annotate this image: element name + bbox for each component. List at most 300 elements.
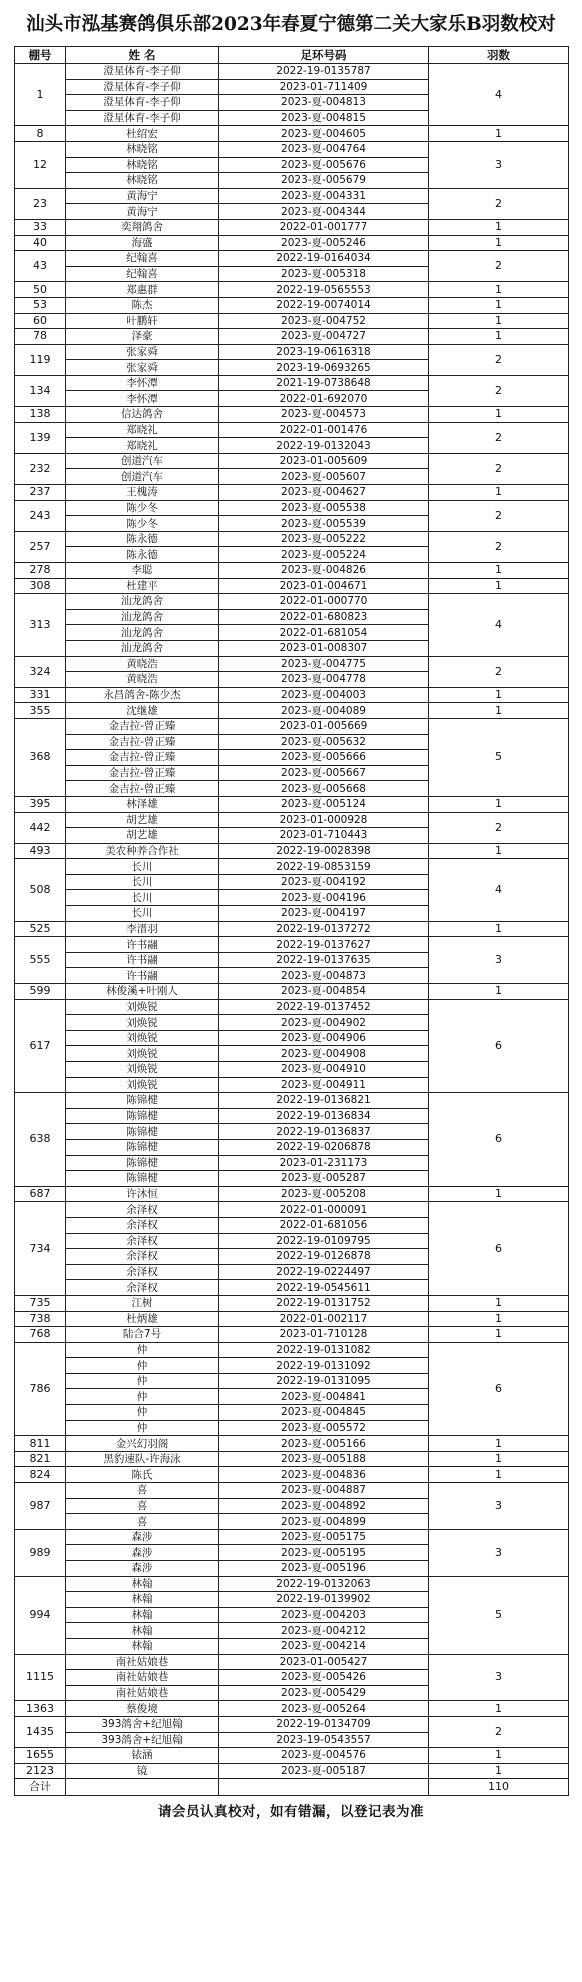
ring-number: 2022-19-0028398 bbox=[219, 843, 429, 859]
shed-number: 508 bbox=[15, 859, 66, 921]
bird-count: 1 bbox=[429, 1748, 569, 1764]
member-name: 喜 bbox=[66, 1498, 219, 1514]
ring-number: 2023-夏-005264 bbox=[219, 1701, 429, 1717]
shed-number: 23 bbox=[15, 188, 66, 219]
member-name: 张家舜 bbox=[66, 360, 219, 376]
ring-number: 2023-夏-005195 bbox=[219, 1545, 429, 1561]
table-row bbox=[15, 563, 569, 579]
bird-count: 1 bbox=[429, 984, 569, 1000]
table-body bbox=[15, 64, 569, 1779]
member-name: 森涉 bbox=[66, 1529, 219, 1545]
table-row bbox=[15, 999, 569, 1015]
bird-count: 1 bbox=[429, 1467, 569, 1483]
member-name: 泽豪 bbox=[66, 329, 219, 345]
shed-number: 525 bbox=[15, 921, 66, 937]
bird-count: 1 bbox=[429, 282, 569, 298]
member-name: 喜 bbox=[66, 1514, 219, 1530]
ring-number: 2022-19-0131752 bbox=[219, 1295, 429, 1311]
ring-number: 2023-夏-005175 bbox=[219, 1529, 429, 1545]
member-name: 信达鸽舍 bbox=[66, 407, 219, 423]
ring-number: 2023-夏-005188 bbox=[219, 1451, 429, 1467]
bird-count: 1 bbox=[429, 329, 569, 345]
member-name: 沈继雄 bbox=[66, 703, 219, 719]
member-name: 仲 bbox=[66, 1373, 219, 1389]
header-shed: 棚号 bbox=[15, 47, 66, 64]
table-row bbox=[15, 235, 569, 251]
member-name: 刘焕锐 bbox=[66, 1062, 219, 1078]
ring-number: 2023-夏-005426 bbox=[219, 1670, 429, 1686]
member-name: 仲 bbox=[66, 1389, 219, 1405]
bird-count: 2 bbox=[429, 251, 569, 282]
member-name: 喜 bbox=[66, 1483, 219, 1499]
results-table bbox=[14, 46, 569, 1796]
shed-number: 735 bbox=[15, 1295, 66, 1311]
table-row bbox=[15, 407, 569, 423]
ring-number: 2022-19-0131082 bbox=[219, 1342, 429, 1358]
table-row bbox=[15, 453, 569, 469]
bird-count: 4 bbox=[429, 594, 569, 656]
member-name: 余泽权 bbox=[66, 1249, 219, 1265]
member-name: 金吉拉-曾正臻 bbox=[66, 765, 219, 781]
member-name: 黑豹速队-许海泳 bbox=[66, 1451, 219, 1467]
bird-count: 2 bbox=[429, 1716, 569, 1747]
table-header-row bbox=[15, 47, 569, 64]
shed-number: 1 bbox=[15, 64, 66, 126]
bird-count: 1 bbox=[429, 313, 569, 329]
shed-number: 1115 bbox=[15, 1654, 66, 1701]
bird-count: 1 bbox=[429, 1451, 569, 1467]
ring-number: 2023-夏-005572 bbox=[219, 1420, 429, 1436]
member-name: 郑惠群 bbox=[66, 282, 219, 298]
shed-number: 50 bbox=[15, 282, 66, 298]
ring-number: 2023-夏-004826 bbox=[219, 563, 429, 579]
shed-number: 994 bbox=[15, 1576, 66, 1654]
ring-number: 2022-19-0132043 bbox=[219, 438, 429, 454]
member-name: 刘焕锐 bbox=[66, 1015, 219, 1031]
shed-number: 8 bbox=[15, 126, 66, 142]
bird-count: 1 bbox=[429, 407, 569, 423]
ring-number: 2022-19-0136834 bbox=[219, 1108, 429, 1124]
member-name: 黄海宁 bbox=[66, 188, 219, 204]
member-name: 澄星体育-李子仰 bbox=[66, 110, 219, 126]
member-name: 郑晓礼 bbox=[66, 438, 219, 454]
member-name: 森涉 bbox=[66, 1561, 219, 1577]
member-name: 海盛 bbox=[66, 235, 219, 251]
ring-number: 2023-夏-004887 bbox=[219, 1483, 429, 1499]
ring-number: 2022-19-0137627 bbox=[219, 937, 429, 953]
ring-number: 2023-夏-004813 bbox=[219, 95, 429, 111]
bird-count: 1 bbox=[429, 219, 569, 235]
header-ring: 足环号码 bbox=[219, 47, 429, 64]
table-row bbox=[15, 718, 569, 734]
ring-number: 2023-夏-005187 bbox=[219, 1763, 429, 1779]
ring-number: 2022-01-692070 bbox=[219, 391, 429, 407]
member-name: 纪翰喜 bbox=[66, 251, 219, 267]
ring-number: 2023-夏-005676 bbox=[219, 157, 429, 173]
table-row bbox=[15, 1467, 569, 1483]
bird-count: 3 bbox=[429, 1483, 569, 1530]
member-name: 仲 bbox=[66, 1358, 219, 1374]
ring-number: 2022-19-0545611 bbox=[219, 1280, 429, 1296]
table-row bbox=[15, 1451, 569, 1467]
bird-count: 1 bbox=[429, 843, 569, 859]
ring-number: 2023-01-008307 bbox=[219, 640, 429, 656]
member-name: 长川 bbox=[66, 906, 219, 922]
shed-number: 687 bbox=[15, 1186, 66, 1202]
table-row bbox=[15, 219, 569, 235]
bird-count: 2 bbox=[429, 500, 569, 531]
table-row bbox=[15, 1701, 569, 1717]
member-name: 长川 bbox=[66, 859, 219, 875]
ring-number: 2023-夏-004331 bbox=[219, 188, 429, 204]
ring-number: 2022-19-0131092 bbox=[219, 1358, 429, 1374]
shed-number: 617 bbox=[15, 999, 66, 1093]
shed-number: 78 bbox=[15, 329, 66, 345]
shed-number: 638 bbox=[15, 1093, 66, 1187]
shed-number: 278 bbox=[15, 563, 66, 579]
member-name: 仲 bbox=[66, 1420, 219, 1436]
ring-number: 2023-夏-004899 bbox=[219, 1514, 429, 1530]
member-name: 余泽权 bbox=[66, 1202, 219, 1218]
ring-number: 2023-夏-005124 bbox=[219, 796, 429, 812]
ring-number: 2023-夏-004212 bbox=[219, 1623, 429, 1639]
member-name: 创道汽车 bbox=[66, 469, 219, 485]
ring-number: 2023-夏-005287 bbox=[219, 1171, 429, 1187]
shed-number: 1363 bbox=[15, 1701, 66, 1717]
ring-number: 2023-夏-004214 bbox=[219, 1638, 429, 1654]
member-name: 陈锦楗 bbox=[66, 1139, 219, 1155]
total-empty-name bbox=[66, 1779, 219, 1796]
shed-number: 43 bbox=[15, 251, 66, 282]
table-row bbox=[15, 1436, 569, 1452]
ring-number: 2022-19-0224497 bbox=[219, 1264, 429, 1280]
shed-number: 442 bbox=[15, 812, 66, 843]
table-row bbox=[15, 921, 569, 937]
shed-number: 308 bbox=[15, 578, 66, 594]
bird-count: 3 bbox=[429, 1529, 569, 1576]
ring-number: 2022-01-681054 bbox=[219, 625, 429, 641]
member-name: 汕龙鸽舍 bbox=[66, 609, 219, 625]
table-row bbox=[15, 578, 569, 594]
bird-count: 3 bbox=[429, 141, 569, 188]
bird-count: 6 bbox=[429, 1202, 569, 1296]
table-row bbox=[15, 1186, 569, 1202]
ring-number: 2023-01-005669 bbox=[219, 718, 429, 734]
shed-number: 811 bbox=[15, 1436, 66, 1452]
member-name: 创道汽车 bbox=[66, 453, 219, 469]
member-name: 林晓铭 bbox=[66, 173, 219, 189]
ring-number: 2022-19-0135787 bbox=[219, 64, 429, 80]
bird-count: 2 bbox=[429, 812, 569, 843]
shed-number: 768 bbox=[15, 1327, 66, 1343]
table-row bbox=[15, 1093, 569, 1109]
ring-number: 2023-夏-004752 bbox=[219, 313, 429, 329]
ring-number: 2022-19-0131095 bbox=[219, 1373, 429, 1389]
table-row bbox=[15, 282, 569, 298]
member-name: 纪翰喜 bbox=[66, 266, 219, 282]
ring-number: 2022-19-0137452 bbox=[219, 999, 429, 1015]
ring-number: 2023-夏-004003 bbox=[219, 687, 429, 703]
ring-number: 2023-夏-005539 bbox=[219, 516, 429, 532]
ring-number: 2023-夏-005538 bbox=[219, 500, 429, 516]
shed-number: 555 bbox=[15, 937, 66, 984]
ring-number: 2022-01-000770 bbox=[219, 594, 429, 610]
shed-number: 734 bbox=[15, 1202, 66, 1296]
table-row bbox=[15, 375, 569, 391]
table-row bbox=[15, 251, 569, 267]
bird-count: 5 bbox=[429, 718, 569, 796]
shed-number: 824 bbox=[15, 1467, 66, 1483]
header-name: 姓 名 bbox=[66, 47, 219, 64]
shed-number: 355 bbox=[15, 703, 66, 719]
member-name: 刘焕锐 bbox=[66, 999, 219, 1015]
shed-number: 2123 bbox=[15, 1763, 66, 1779]
ring-number: 2023-01-711409 bbox=[219, 79, 429, 95]
ring-number: 2023-夏-004576 bbox=[219, 1748, 429, 1764]
bird-count: 2 bbox=[429, 344, 569, 375]
bird-count: 2 bbox=[429, 656, 569, 687]
member-name: 林泽雄 bbox=[66, 796, 219, 812]
member-name: 杜建平 bbox=[66, 578, 219, 594]
ring-number: 2022-01-002117 bbox=[219, 1311, 429, 1327]
member-name: 汕龙鸽舍 bbox=[66, 625, 219, 641]
ring-number: 2023-夏-004873 bbox=[219, 968, 429, 984]
bird-count: 2 bbox=[429, 422, 569, 453]
member-name: 陈永德 bbox=[66, 547, 219, 563]
member-name: 澄星体育-李子仰 bbox=[66, 79, 219, 95]
shed-number: 33 bbox=[15, 219, 66, 235]
member-name: 江树 bbox=[66, 1295, 219, 1311]
ring-number: 2022-01-001777 bbox=[219, 219, 429, 235]
ring-number: 2023-01-710443 bbox=[219, 828, 429, 844]
shed-number: 119 bbox=[15, 344, 66, 375]
ring-number: 2023-夏-004854 bbox=[219, 984, 429, 1000]
bird-count: 6 bbox=[429, 1093, 569, 1187]
shed-number: 493 bbox=[15, 843, 66, 859]
page-title: 汕头市泓基赛鸽俱乐部2023年春夏宁德第二关大家乐B羽数校对 bbox=[26, 14, 556, 35]
table-row bbox=[15, 1654, 569, 1670]
member-name: 汕龙鸽舍 bbox=[66, 640, 219, 656]
ring-number: 2023-夏-004573 bbox=[219, 407, 429, 423]
bird-count: 6 bbox=[429, 1342, 569, 1436]
table-row bbox=[15, 1202, 569, 1218]
ring-number: 2023-夏-005632 bbox=[219, 734, 429, 750]
table-row bbox=[15, 126, 569, 142]
ring-number: 2023-01-005427 bbox=[219, 1654, 429, 1670]
member-name: 余泽权 bbox=[66, 1217, 219, 1233]
member-name: 陈锦楗 bbox=[66, 1108, 219, 1124]
member-name: 余泽权 bbox=[66, 1233, 219, 1249]
shed-number: 989 bbox=[15, 1529, 66, 1576]
total-label: 合计 bbox=[15, 1779, 66, 1796]
ring-number: 2023-夏-004192 bbox=[219, 874, 429, 890]
member-name: 胡艺雄 bbox=[66, 812, 219, 828]
bird-count: 2 bbox=[429, 375, 569, 406]
table-row bbox=[15, 141, 569, 157]
member-name: 汕龙鸽舍 bbox=[66, 594, 219, 610]
member-name: 林晓铭 bbox=[66, 157, 219, 173]
shed-number: 243 bbox=[15, 500, 66, 531]
table-row bbox=[15, 703, 569, 719]
ring-number: 2023-夏-005429 bbox=[219, 1685, 429, 1701]
bird-count: 3 bbox=[429, 937, 569, 984]
shed-number: 1655 bbox=[15, 1748, 66, 1764]
total-value: 110 bbox=[429, 1779, 569, 1796]
table-row bbox=[15, 297, 569, 313]
member-name: 仲 bbox=[66, 1405, 219, 1421]
ring-number: 2023-夏-005318 bbox=[219, 266, 429, 282]
ring-number: 2022-19-0136837 bbox=[219, 1124, 429, 1140]
member-name: 南社姑娘巷 bbox=[66, 1685, 219, 1701]
ring-number: 2023-夏-005246 bbox=[219, 235, 429, 251]
bird-count: 1 bbox=[429, 703, 569, 719]
total-empty-ring bbox=[219, 1779, 429, 1796]
bird-count: 1 bbox=[429, 921, 569, 937]
ring-number: 2022-19-0565553 bbox=[219, 282, 429, 298]
member-name: 张家舜 bbox=[66, 344, 219, 360]
ring-number: 2023-夏-004196 bbox=[219, 890, 429, 906]
bird-count: 1 bbox=[429, 126, 569, 142]
member-name: 森涉 bbox=[66, 1545, 219, 1561]
table-row bbox=[15, 687, 569, 703]
bird-count: 1 bbox=[429, 1327, 569, 1343]
shed-number: 134 bbox=[15, 375, 66, 406]
ring-number: 2023-夏-004605 bbox=[219, 126, 429, 142]
member-name: 陈永德 bbox=[66, 531, 219, 547]
bird-count: 6 bbox=[429, 999, 569, 1093]
member-name: 余泽权 bbox=[66, 1280, 219, 1296]
bird-count: 1 bbox=[429, 1295, 569, 1311]
ring-number: 2023-夏-004203 bbox=[219, 1607, 429, 1623]
member-name: 393鸽舍+纪旭翰 bbox=[66, 1732, 219, 1748]
ring-number: 2023-夏-004727 bbox=[219, 329, 429, 345]
ring-number: 2023-夏-004778 bbox=[219, 672, 429, 688]
table-row bbox=[15, 422, 569, 438]
shed-number: 313 bbox=[15, 594, 66, 656]
member-name: 李聪 bbox=[66, 563, 219, 579]
member-name: 王槐涛 bbox=[66, 485, 219, 501]
member-name: 镜 bbox=[66, 1763, 219, 1779]
shed-number: 138 bbox=[15, 407, 66, 423]
table-row bbox=[15, 1295, 569, 1311]
shed-number: 987 bbox=[15, 1483, 66, 1530]
table-row bbox=[15, 984, 569, 1000]
bird-count: 4 bbox=[429, 859, 569, 921]
member-name: 陈锦楗 bbox=[66, 1124, 219, 1140]
bird-count: 1 bbox=[429, 796, 569, 812]
member-name: 澄星体育-李子仰 bbox=[66, 64, 219, 80]
ring-number: 2023-夏-004344 bbox=[219, 204, 429, 220]
shed-number: 786 bbox=[15, 1342, 66, 1436]
member-name: 许书翮 bbox=[66, 952, 219, 968]
ring-number: 2023-夏-005196 bbox=[219, 1561, 429, 1577]
ring-number: 2023-夏-005222 bbox=[219, 531, 429, 547]
ring-number: 2022-19-0206878 bbox=[219, 1139, 429, 1155]
shed-number: 331 bbox=[15, 687, 66, 703]
table-row bbox=[15, 843, 569, 859]
bird-count: 1 bbox=[429, 1186, 569, 1202]
table-row bbox=[15, 1311, 569, 1327]
ring-number: 2022-19-0164034 bbox=[219, 251, 429, 267]
ring-number: 2022-19-0853159 bbox=[219, 859, 429, 875]
member-name: 金兴幻羽阁 bbox=[66, 1436, 219, 1452]
table-row bbox=[15, 1748, 569, 1764]
table-row bbox=[15, 1342, 569, 1358]
member-name: 叶鹏轩 bbox=[66, 313, 219, 329]
member-name: 胡艺雄 bbox=[66, 828, 219, 844]
member-name: 陆合7号 bbox=[66, 1327, 219, 1343]
shed-number: 821 bbox=[15, 1451, 66, 1467]
member-name: 杜绍宏 bbox=[66, 126, 219, 142]
shed-number: 257 bbox=[15, 531, 66, 562]
bird-count: 4 bbox=[429, 64, 569, 126]
ring-number: 2023-夏-005668 bbox=[219, 781, 429, 797]
member-name: 杜炳雄 bbox=[66, 1311, 219, 1327]
table-row bbox=[15, 1576, 569, 1592]
bird-count: 1 bbox=[429, 297, 569, 313]
table-row bbox=[15, 937, 569, 953]
member-name: 金吉拉-曾正臻 bbox=[66, 750, 219, 766]
ring-number: 2023-夏-004815 bbox=[219, 110, 429, 126]
bird-count: 1 bbox=[429, 1311, 569, 1327]
shed-number: 1435 bbox=[15, 1716, 66, 1747]
table-row bbox=[15, 313, 569, 329]
bird-count: 1 bbox=[429, 235, 569, 251]
member-name: 林翰 bbox=[66, 1638, 219, 1654]
table-row bbox=[15, 796, 569, 812]
shed-number: 237 bbox=[15, 485, 66, 501]
member-name: 仲 bbox=[66, 1342, 219, 1358]
ring-number: 2023-夏-004627 bbox=[219, 485, 429, 501]
shed-number: 40 bbox=[15, 235, 66, 251]
member-name: 许书翮 bbox=[66, 937, 219, 953]
ring-number: 2022-19-0132063 bbox=[219, 1576, 429, 1592]
ring-number: 2022-19-0134709 bbox=[219, 1716, 429, 1732]
ring-number: 2023-夏-004775 bbox=[219, 656, 429, 672]
member-name: 林翰 bbox=[66, 1592, 219, 1608]
ring-number: 2023-夏-004764 bbox=[219, 141, 429, 157]
ring-number: 2023-01-231173 bbox=[219, 1155, 429, 1171]
ring-number: 2022-01-681056 bbox=[219, 1217, 429, 1233]
member-name: 刘焕锐 bbox=[66, 1077, 219, 1093]
table-row bbox=[15, 500, 569, 516]
ring-number: 2023-01-000928 bbox=[219, 812, 429, 828]
ring-number: 2021-19-0738648 bbox=[219, 375, 429, 391]
header-count: 羽数 bbox=[429, 47, 569, 64]
ring-number: 2023-夏-005666 bbox=[219, 750, 429, 766]
ring-number: 2023-01-004671 bbox=[219, 578, 429, 594]
ring-number: 2022-19-0126878 bbox=[219, 1249, 429, 1265]
ring-number: 2023-01-005609 bbox=[219, 453, 429, 469]
member-name: 南社姑娘巷 bbox=[66, 1654, 219, 1670]
ring-number: 2022-01-680823 bbox=[219, 609, 429, 625]
ring-number: 2023-夏-004902 bbox=[219, 1015, 429, 1031]
ring-number: 2023-夏-005166 bbox=[219, 1436, 429, 1452]
ring-number: 2023-夏-004089 bbox=[219, 703, 429, 719]
ring-number: 2023-夏-005679 bbox=[219, 173, 429, 189]
ring-number: 2023-夏-004197 bbox=[219, 906, 429, 922]
shed-number: 60 bbox=[15, 313, 66, 329]
shed-number: 395 bbox=[15, 796, 66, 812]
table-row bbox=[15, 531, 569, 547]
ring-number: 2023-19-0543557 bbox=[219, 1732, 429, 1748]
shed-number: 738 bbox=[15, 1311, 66, 1327]
table-row bbox=[15, 188, 569, 204]
member-name: 南社姑娘巷 bbox=[66, 1670, 219, 1686]
ring-number: 2022-19-0137272 bbox=[219, 921, 429, 937]
ring-number: 2022-01-000091 bbox=[219, 1202, 429, 1218]
ring-number: 2022-19-0137635 bbox=[219, 952, 429, 968]
